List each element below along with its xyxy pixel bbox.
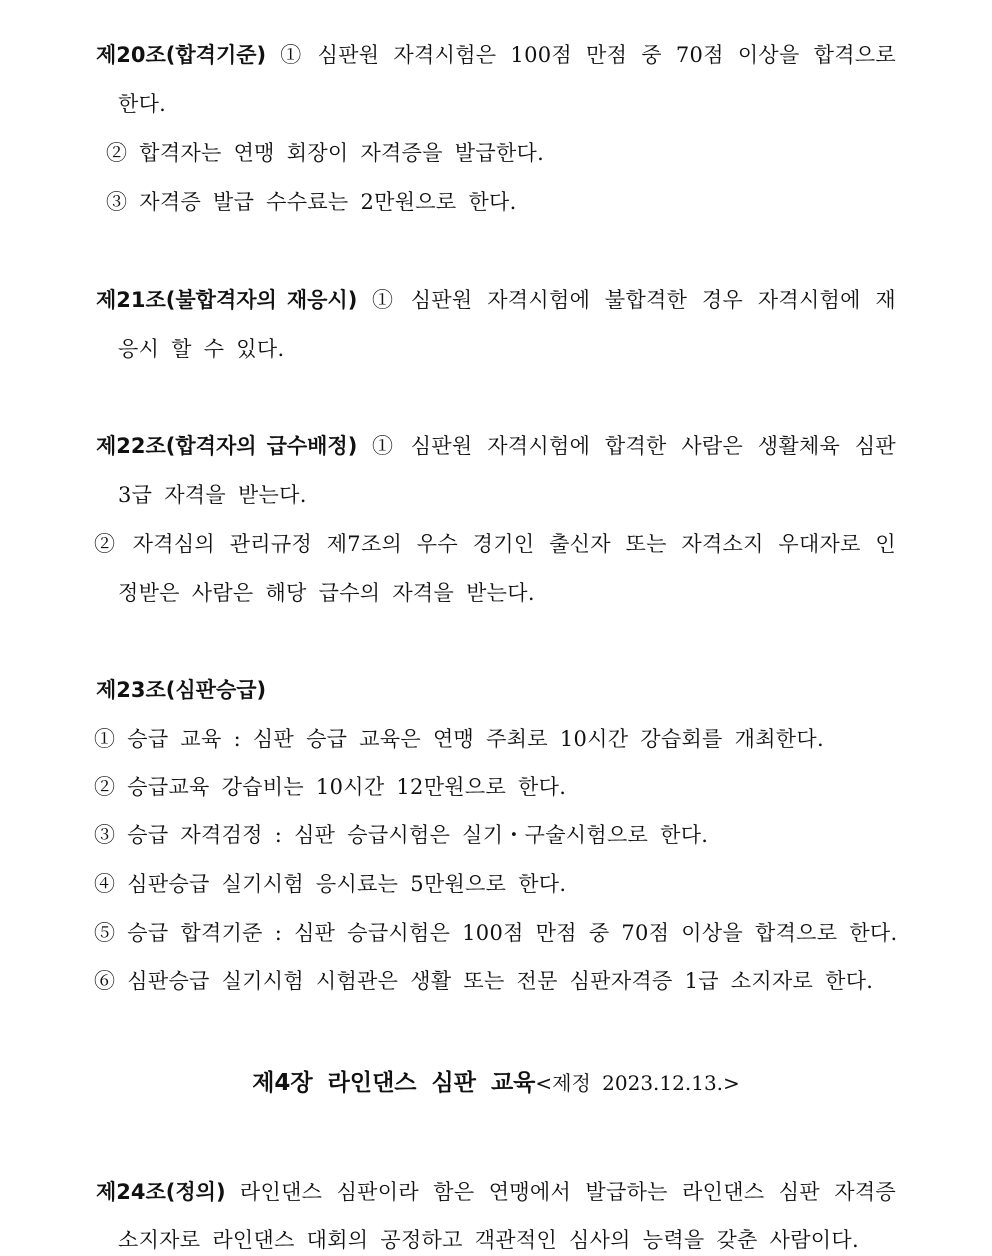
article-22-heading: 제22조(합격자의 급수배정) [96, 434, 358, 458]
chapter-enactment-note: <제정 2023.12.13.> [535, 1071, 740, 1095]
article-20-clause-1: ① 심판원 자격시험은 100점 만점 중 70점 이상을 합격으로 [280, 43, 897, 67]
article-20-continuation: 한다. [118, 92, 167, 116]
article-23-heading: 제23조(심판승급) [96, 678, 267, 702]
article-23-clause-2: ② 승급교육 강습비는 10시간 12만원으로 한다. [94, 775, 567, 799]
article-22-clause-2: ② 자격심의 관리규정 제7조의 우수 경기인 출신자 또는 자격소지 우대자로 인 [94, 532, 896, 556]
article-20-heading: 제20조(합격기준) [96, 43, 267, 67]
article-22-first-line [96, 431, 896, 461]
article-23-clause-1: ① 승급 교육 : 심판 승급 교육은 연맹 주최로 10시간 강습회를 개최한다. [94, 727, 824, 751]
article-22-clause-2-continuation: 정받은 사람은 해당 급수의 자격을 받는다. [118, 581, 535, 605]
article-24-continuation: 소지자로 라인댄스 대회의 공정하고 객관적인 심사의 능력을 갖춘 사람이다. [118, 1228, 859, 1252]
article-21-first-line [96, 285, 896, 315]
article-24-definition: 라인댄스 심판이라 함은 연맹에서 발급하는 라인댄스 심판 자격증 [239, 1180, 896, 1204]
article-22-continuation: 3급 자격을 받는다. [118, 483, 307, 507]
article-20-clause-3: ③ 자격증 발급 수수료는 2만원으로 한다. [106, 190, 517, 214]
article-21-continuation: 응시 할 수 있다. [118, 337, 285, 361]
chapter-title: 제4장 라인댄스 심판 교육 [252, 1070, 536, 1096]
article-20-first-line [96, 40, 896, 70]
article-23-clause-5: ⑤ 승급 합격기준 : 심판 승급시험은 100점 만점 중 70점 이상을 합격으로 한다. [94, 921, 898, 945]
article-23-clause-6: ⑥ 심판승급 실기시험 시험관은 생활 또는 전문 심판자격증 1급 소지자로 한다. [94, 969, 874, 993]
article-23-clause-3: ③ 승급 자격검정 : 심판 승급시험은 실기・구술시험으로 한다. [94, 823, 709, 847]
article-24-heading: 제24조(정의) [96, 1180, 226, 1204]
article-24-first-line [96, 1177, 896, 1207]
article-20-clause-2: ② 합격자는 연맹 회장이 자격증을 발급한다. [106, 141, 545, 165]
article-22-clause-1: ① 심판원 자격시험에 합격한 사람은 생활체육 심판 [372, 434, 896, 458]
article-21-clause-1: ① 심판원 자격시험에 불합격한 경우 자격시험에 재 [372, 288, 896, 312]
chapter-4-heading [0, 1066, 992, 1100]
article-23-clause-4: ④ 심판승급 실기시험 응시료는 5만원으로 한다. [94, 872, 567, 896]
article-21-heading: 제21조(불합격자의 재응시) [96, 288, 358, 312]
